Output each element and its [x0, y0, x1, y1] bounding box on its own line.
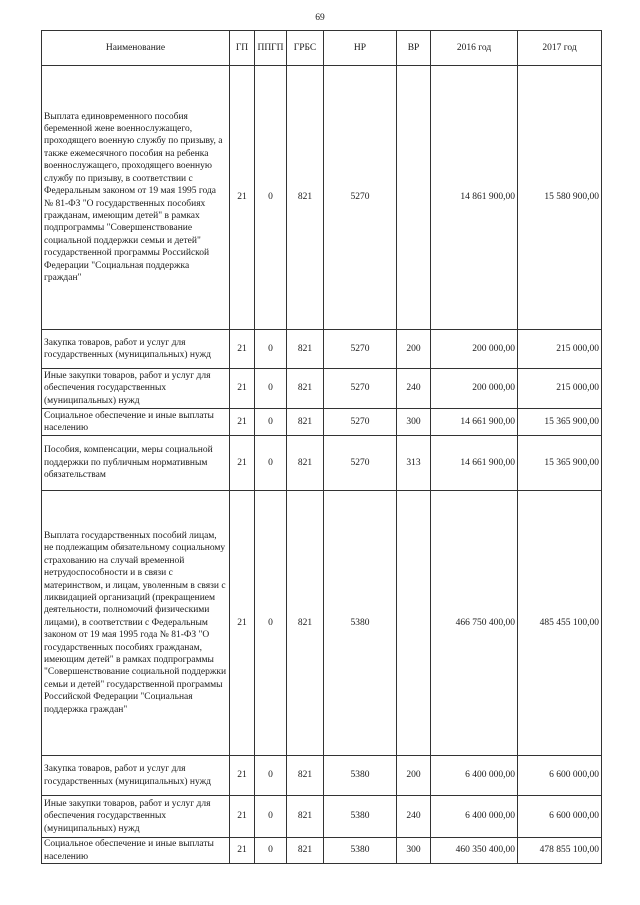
- row-name: Иные закупки товаров, работ и услуг для обеспечения государственных (муниципальных) нужд: [44, 798, 211, 834]
- pgp-cell: 0: [255, 838, 287, 864]
- column-header-2016: 2016 год: [431, 31, 518, 66]
- vr-cell: [397, 66, 431, 330]
- budget-table: [41, 30, 602, 864]
- row-name: Иные закупки товаров, работ и услуг для обеспечения государственных (муниципальных) нужд: [44, 370, 211, 406]
- grbs-cell: 821: [287, 409, 324, 436]
- pgp-cell: 0: [255, 796, 287, 838]
- grbs-cell: 821: [287, 436, 324, 491]
- nr-cell: 5380: [324, 796, 397, 838]
- amount-2016-cell: 6 400 000,00: [431, 796, 518, 838]
- row-name-cell: [42, 330, 230, 369]
- row-name-cell: [42, 838, 230, 864]
- vr-cell: 313: [397, 436, 431, 491]
- column-header-gp: ГП: [230, 31, 255, 66]
- row-name-cell: [42, 796, 230, 838]
- amount-2017-cell: 15 580 900,00: [518, 66, 602, 330]
- row-name-cell: [42, 756, 230, 796]
- row-name: Выплата государственных пособий лицам, не подлежащим обязательному социальному страхованию на случай временной нетрудоспособности и в связи с материнством, и лицам, уволенным в связи с ликвидацией организаций (прекращением деятельности, полномочий физическими лицами), в соответствии с Федеральным законом от 19 мая 1995 года № 81-ФЗ "О государственных пособиях гражданам, имеющим детей" в рамках подпрограммы "Совершенствование социальной поддержки семьи и детей" государственной программы Российской Федерации "Социальная поддержка граждан": [44, 530, 227, 715]
- row-name: Социальное обеспечение и иные выплаты населению: [44, 410, 214, 433]
- amount-2016-cell: 14 661 900,00: [431, 409, 518, 436]
- column-header-vr: ВР: [397, 31, 431, 66]
- row-name: Закупка товаров, работ и услуг для государственных (муниципальных) нужд: [44, 337, 211, 360]
- nr-cell: 5380: [324, 838, 397, 864]
- amount-2017-cell: 15 365 900,00: [518, 409, 602, 436]
- gp-cell: 21: [230, 436, 255, 491]
- vr-cell: 240: [397, 369, 431, 409]
- table-row: [42, 409, 602, 436]
- amount-2017-cell: 485 455 100,00: [518, 491, 602, 756]
- table-header-row: [42, 31, 602, 66]
- amount-2017-cell: 15 365 900,00: [518, 436, 602, 491]
- pgp-cell: 0: [255, 756, 287, 796]
- table-row: [42, 330, 602, 369]
- row-name-cell: [42, 66, 230, 330]
- gp-cell: 21: [230, 330, 255, 369]
- row-name-cell: [42, 369, 230, 409]
- row-name-cell: [42, 491, 230, 756]
- grbs-cell: 821: [287, 838, 324, 864]
- row-name: Выплата единовременного пособия беременной жене военнослужащего, проходящего военную службу по призыву, а также ежемесячного пособия на ребенка военнослужащего, проходящего военную службу по призыву, в соответствии с Федеральным законом от 19 мая 1995 года № 81-ФЗ "О государственных пособиях гражданам, имеющим детей" в рамках подпрограммы "Совершенствование социальной поддержки семьи и детей" государственной программы Российской Федерации "Социальная поддержка граждан": [44, 111, 223, 283]
- vr-cell: 240: [397, 796, 431, 838]
- gp-cell: 21: [230, 409, 255, 436]
- row-name-cell: [42, 436, 230, 491]
- gp-cell: 21: [230, 369, 255, 409]
- gp-cell: 21: [230, 838, 255, 864]
- nr-cell: 5270: [324, 369, 397, 409]
- page-number: 69: [315, 13, 325, 23]
- gp-cell: 21: [230, 491, 255, 756]
- vr-cell: 300: [397, 838, 431, 864]
- grbs-cell: 821: [287, 756, 324, 796]
- table-row: [42, 436, 602, 491]
- vr-cell: 200: [397, 756, 431, 796]
- pgp-cell: 0: [255, 491, 287, 756]
- nr-cell: 5380: [324, 491, 397, 756]
- row-name: Закупка товаров, работ и услуг для государственных (муниципальных) нужд: [44, 764, 211, 787]
- table-row: [42, 796, 602, 838]
- grbs-cell: 821: [287, 330, 324, 369]
- pgp-cell: 0: [255, 436, 287, 491]
- pgp-cell: 0: [255, 66, 287, 330]
- gp-cell: 21: [230, 66, 255, 330]
- amount-2017-cell: 6 600 000,00: [518, 796, 602, 838]
- grbs-cell: 821: [287, 491, 324, 756]
- grbs-cell: 821: [287, 66, 324, 330]
- amount-2016-cell: 466 750 400,00: [431, 491, 518, 756]
- amount-2017-cell: 215 000,00: [518, 330, 602, 369]
- table-row: [42, 756, 602, 796]
- row-name-cell: [42, 409, 230, 436]
- column-header-nr: НР: [324, 31, 397, 66]
- vr-cell: [397, 491, 431, 756]
- nr-cell: 5270: [324, 409, 397, 436]
- vr-cell: 200: [397, 330, 431, 369]
- column-header-grbs: ГРБС: [287, 31, 324, 66]
- amount-2017-cell: 6 600 000,00: [518, 756, 602, 796]
- nr-cell: 5380: [324, 756, 397, 796]
- pgp-cell: 0: [255, 330, 287, 369]
- nr-cell: 5270: [324, 66, 397, 330]
- grbs-cell: 821: [287, 796, 324, 838]
- amount-2016-cell: 6 400 000,00: [431, 756, 518, 796]
- amount-2016-cell: 14 661 900,00: [431, 436, 518, 491]
- nr-cell: 5270: [324, 330, 397, 369]
- table-row: [42, 838, 602, 864]
- column-header-pgp: ППГП: [255, 31, 287, 66]
- grbs-cell: 821: [287, 369, 324, 409]
- amount-2016-cell: 200 000,00: [431, 330, 518, 369]
- amount-2016-cell: 14 861 900,00: [431, 66, 518, 330]
- pgp-cell: 0: [255, 409, 287, 436]
- nr-cell: 5270: [324, 436, 397, 491]
- amount-2016-cell: 200 000,00: [431, 369, 518, 409]
- table-row: [42, 66, 602, 330]
- amount-2017-cell: 478 855 100,00: [518, 838, 602, 864]
- gp-cell: 21: [230, 756, 255, 796]
- table-row: [42, 369, 602, 409]
- gp-cell: 21: [230, 796, 255, 838]
- amount-2016-cell: 460 350 400,00: [431, 838, 518, 864]
- column-header-2017: 2017 год: [518, 31, 602, 66]
- row-name: Социальное обеспечение и иные выплаты населению: [44, 839, 214, 862]
- table-row: [42, 491, 602, 756]
- row-name: Пособия, компенсации, меры социальной поддержки по публичным нормативным обязательствам: [44, 445, 213, 481]
- vr-cell: 300: [397, 409, 431, 436]
- amount-2017-cell: 215 000,00: [518, 369, 602, 409]
- column-header-name: Наименование: [42, 31, 230, 66]
- pgp-cell: 0: [255, 369, 287, 409]
